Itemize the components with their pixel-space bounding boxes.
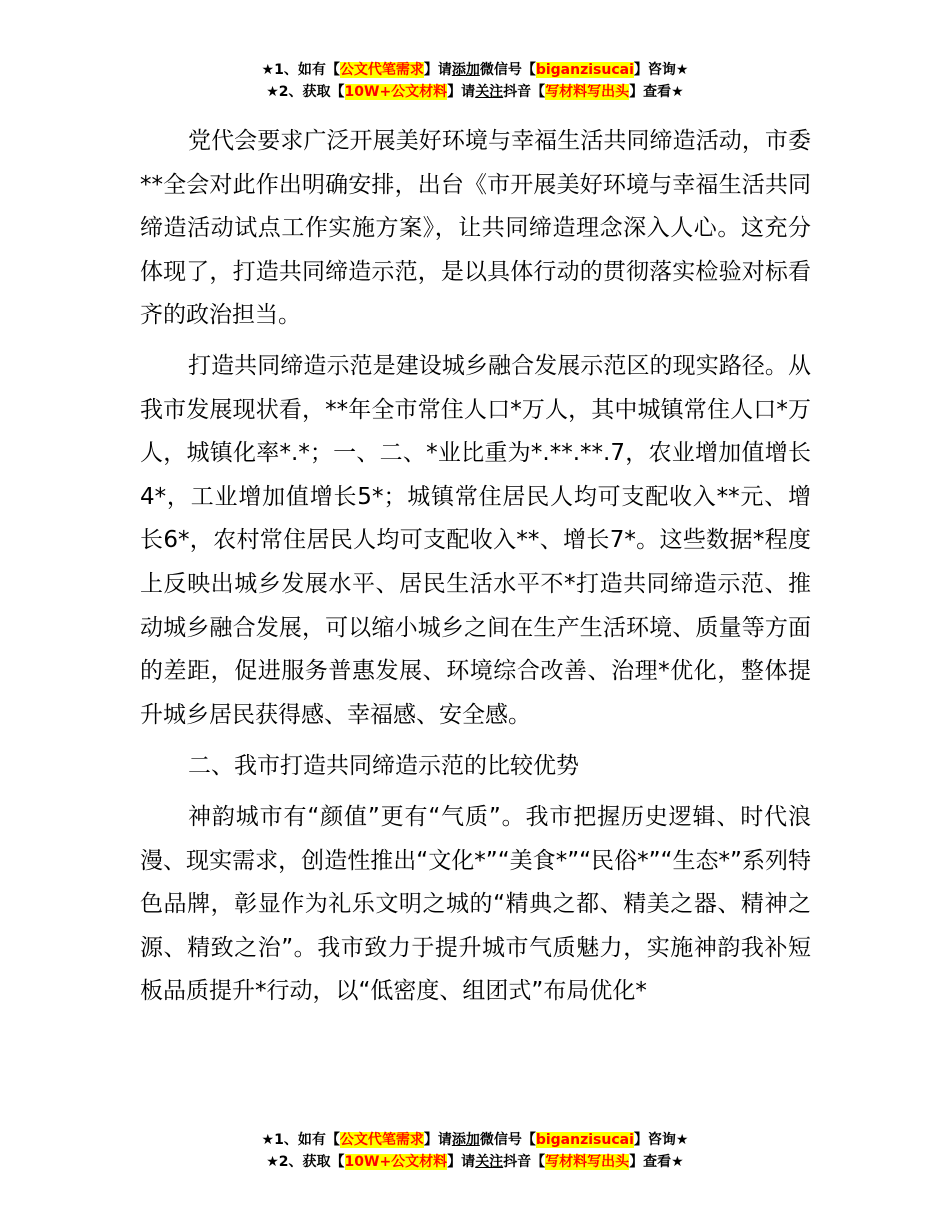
banner-underlined-text: 添加 [451, 1132, 480, 1148]
banner-text: 抖音【 [503, 1154, 546, 1170]
section-heading: 二、我市打造共同缔造示范的比较优势 [188, 753, 579, 780]
banner-text: 】咨询★ [633, 62, 689, 78]
banner-text: 】请 [423, 1132, 452, 1148]
banner-text: ★1、如有【 [261, 62, 340, 78]
banner-highlight: 写材料写出头 [545, 1154, 630, 1170]
document-body [140, 120, 811, 1014]
banner-line-1 [0, 59, 950, 81]
banner-text: 】查看★ [629, 84, 684, 100]
banner-text: 】请 [447, 84, 476, 100]
banner-text: 】请 [447, 1154, 476, 1170]
banner-text: 】请 [423, 62, 452, 78]
banner-text: ★2、获取【 [266, 84, 345, 100]
paragraph: 打造共同缔造示范是建设城乡融合发展示范区的现实路径。从我市发展现状看，**年全市常住人口*万人，其中城镇常住人口*万人，城镇化率*.*；一、二、*业比重为*.**.**.7，农业增加值增长4*，工业增加值增长5*；城镇常住居民人均可支配收入**元、增长6*，农村常住居民人均可支配收入**、增长7*。这些数据*程度上反映出城乡发展水平、居民生活水平不*打造共同缔造示范、推动城乡融合发展，可以缩小城乡之间在生产生活环境、质量等方面的差距，促进服务普惠发展、环境综合改善、治理*优化，整体提升城乡居民获得感、幸福感、安全感。 [140, 352, 811, 728]
banner-highlight: 10W+公文材料 [344, 1154, 448, 1170]
banner-text: 】咨询★ [633, 1132, 689, 1148]
banner-highlight: 10W+公文材料 [344, 84, 448, 100]
banner-highlight: biganzisucai [535, 1132, 634, 1148]
banner-underlined-text: 添加 [451, 62, 480, 78]
banner-text: 微信号【 [479, 62, 536, 78]
banner-highlight: biganzisucai [535, 62, 634, 78]
banner-text: ★2、获取【 [266, 1154, 345, 1170]
paragraph: 神韵城市有“颜值”更有“气质”。我市把握历史逻辑、时代浪漫、现实需求，创造性推出“文化*”“美食*”“民俗*”“生态*”系列特色品牌，彰显作为礼乐文明之城的“精典之都、精美之器、精神之源、精致之治”。我市致力于提升城市气质魅力，实施神韵我补短板品质提升*行动，以“低密度、组团式”布局优化* [140, 803, 811, 1005]
banner-highlight: 公文代笔需求 [339, 62, 424, 78]
banner-highlight: 公文代笔需求 [339, 1132, 424, 1148]
banner-line-2 [0, 81, 950, 103]
banner-underlined-text: 关注 [475, 1154, 504, 1170]
header-banner [0, 59, 950, 103]
banner-highlight: 写材料写出头 [545, 84, 630, 100]
paragraph: 党代会要求广泛开展美好环境与幸福生活共同缔造活动，市委**全会对此作出明确安排，出台《市开展美好环境与幸福生活共同缔造活动试点工作实施方案》，让共同缔造理念深入人心。这充分体现了，打造共同缔造示范，是以具体行动的贯彻落实检验对标看齐的政治担当。 [140, 128, 811, 329]
banner-text: ★1、如有【 [261, 1132, 340, 1148]
banner-line-2 [0, 1151, 950, 1173]
banner-text: 】查看★ [629, 1154, 684, 1170]
banner-text: 抖音【 [503, 84, 546, 100]
banner-underlined-text: 关注 [475, 84, 504, 100]
banner-text: 微信号【 [479, 1132, 536, 1148]
banner-line-1 [0, 1129, 950, 1151]
footer-banner [0, 1129, 950, 1173]
